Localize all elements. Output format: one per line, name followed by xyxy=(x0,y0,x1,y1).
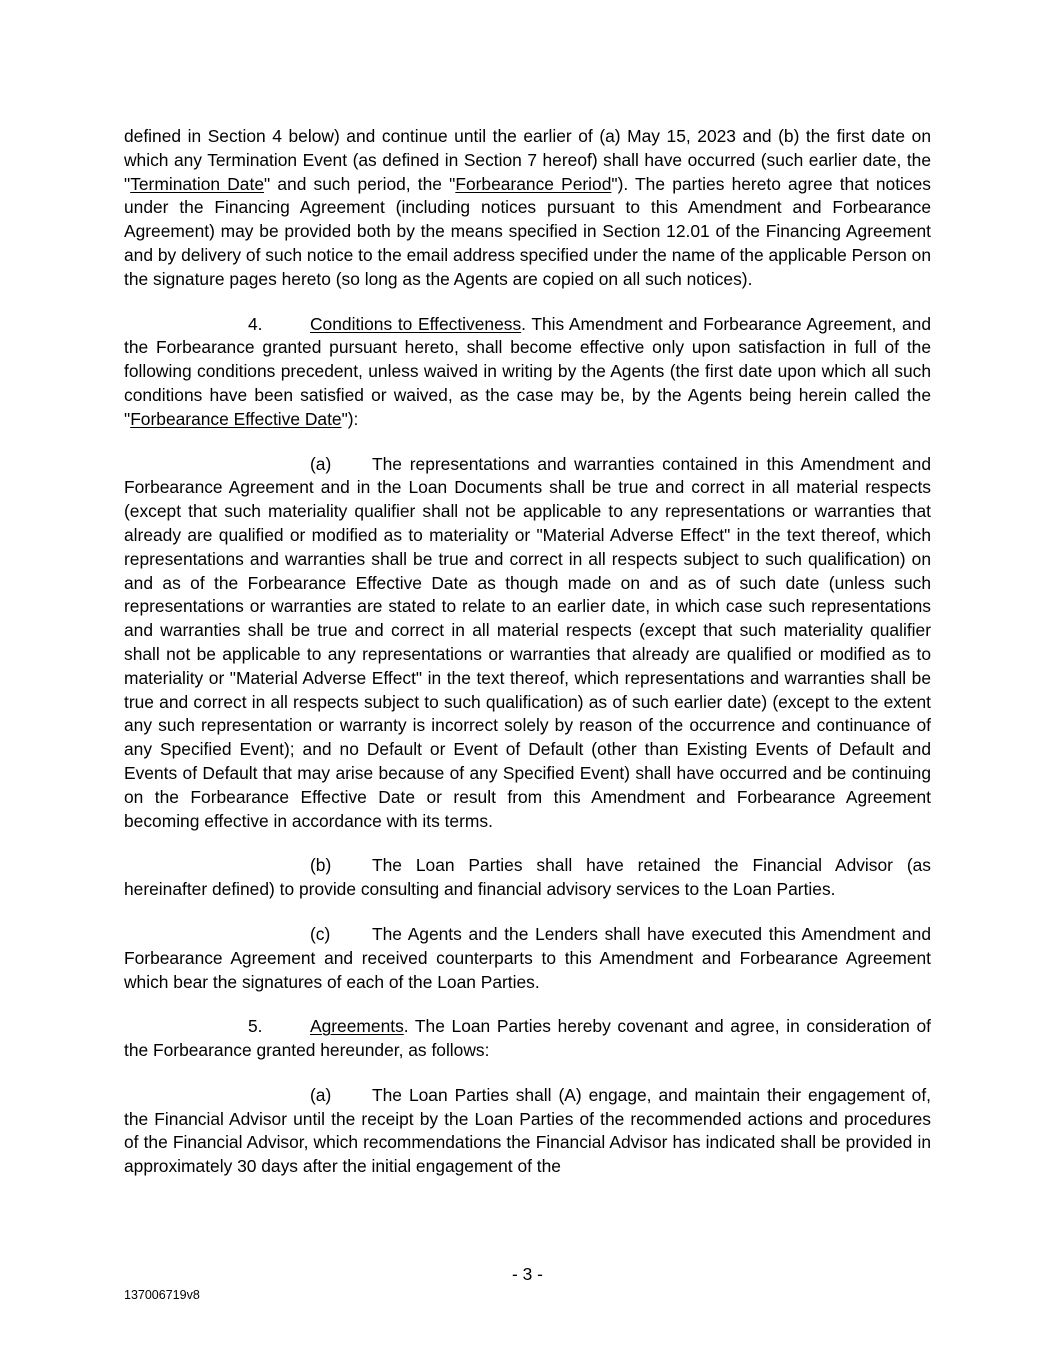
paragraph-text: . The Loan Parties hereby covenant and agree, in consideration of the Forbearance granted hereunder, as follows: xyxy=(124,1016,931,1061)
defined-term-termination-date: Termination Date xyxy=(130,173,264,194)
section-heading: Conditions to Effectiveness xyxy=(310,313,522,334)
subsection-number: (b) xyxy=(310,855,332,876)
section-5a xyxy=(124,1084,931,1179)
paragraph-text: "). The parties hereto agree that notices under the Financing Agreement (including notices pursuant to this Amendment and Forbearance Agreement) may be provided both by the means specified in Section 12.01 of the Financing Agreement and by delivery of such notice to the email address specified under the name of the applicable Person on the signature pages hereto (so long as the Agents are copied on all such notices). xyxy=(124,173,931,289)
paragraph-text: The Loan Parties shall (A) engage, and maintain their engagement of, the Financial Advisor until the receipt by the Loan Parties of the recommended actions and procedures of the Financial Advisor, which recommendations the Financial Advisor has indicated shall be provided in approximately 30 days after the initial engagement of the xyxy=(124,1084,931,1177)
defined-term-forbearance-period: Forbearance Period xyxy=(455,173,612,194)
paragraph-text: defined in Section 4 below) and continue until the earlier of (a) May 15, 2023 and (b) the first date on which any Termination Event (as defined in Section 7 hereof) shall have occurred (such earlier date, the " xyxy=(124,126,931,194)
section-number: 4. xyxy=(248,313,263,334)
defined-term-forbearance-effective-date: Forbearance Effective Date xyxy=(130,408,342,429)
paragraph-text: . This Amendment and Forbearance Agreement, and the Forbearance granted pursuant hereto, shall become effective only upon satisfaction in full of the following conditions precedent, unless waived in writing by the Agents (the first date upon which all such conditions have been satisfied or waived, as the case may be, by the Agents being herein called the " xyxy=(124,313,931,429)
subsection-number: (c) xyxy=(310,923,331,944)
section-heading: Agreements xyxy=(310,1016,404,1037)
section-4a xyxy=(124,453,931,834)
paragraph-text: " and such period, the " xyxy=(264,173,456,194)
section-4b xyxy=(124,854,931,902)
paragraph-text: "): xyxy=(341,408,359,429)
paragraph-text: The Agents and the Lenders shall have executed this Amendment and Forbearance Agreement and received counterparts to this Amendment and Forbearance Agreement which bear the signatures of each of the Loan Parties. xyxy=(124,923,931,992)
page-number: - 3 - xyxy=(512,1264,543,1284)
paragraph-continuation xyxy=(124,125,931,292)
section-5 xyxy=(124,1015,931,1063)
section-4 xyxy=(124,313,931,432)
document-body xyxy=(124,125,931,1179)
subsection-number: (a) xyxy=(310,453,332,474)
section-number: 5. xyxy=(248,1016,263,1037)
section-4c xyxy=(124,923,931,994)
paragraph-text: The representations and warranties contained in this Amendment and Forbearance Agreement and in the Loan Documents shall be true and correct in all material respects (except that such materiality qualifier shall not be applicable to any representations or warranties that already are qualified or modified as to materiality or "Material Adverse Effect" in the text thereof, which representations and warranties shall be true and correct in all respects subject to such qualification) on and as of the Forbearance Effective Date as though made on and as of such date (unless such representations or warranties are stated to relate to an earlier date, in which case such representations and warranties shall be true and correct in all material respects (except that such materiality qualifier shall not be applicable to any representations or warranties that already are qualified or modified as to materiality or "Material Adverse Effect" in the text thereof, which representations and warranties shall be true and correct in all respects subject to such qualification) as of such earlier date) (except to the extent any such representation or warranty is incorrect solely by reason of the occurrence and continuance of any Specified Event); and no Default or Event of Default (other than Existing Events of Default and Events of Default that may arise because of any Specified Event) shall have occurred and be continuing on the Forbearance Effective Date or result from this Amendment and Forbearance Agreement becoming effective in accordance with its terms. xyxy=(124,453,931,831)
paragraph-text: The Loan Parties shall have retained the Financial Advisor (as hereinafter defined) to provide consulting and financial advisory services to the Loan Parties. xyxy=(124,855,931,900)
document-id: 137006719v8 xyxy=(124,1288,200,1302)
subsection-number: (a) xyxy=(310,1084,332,1105)
